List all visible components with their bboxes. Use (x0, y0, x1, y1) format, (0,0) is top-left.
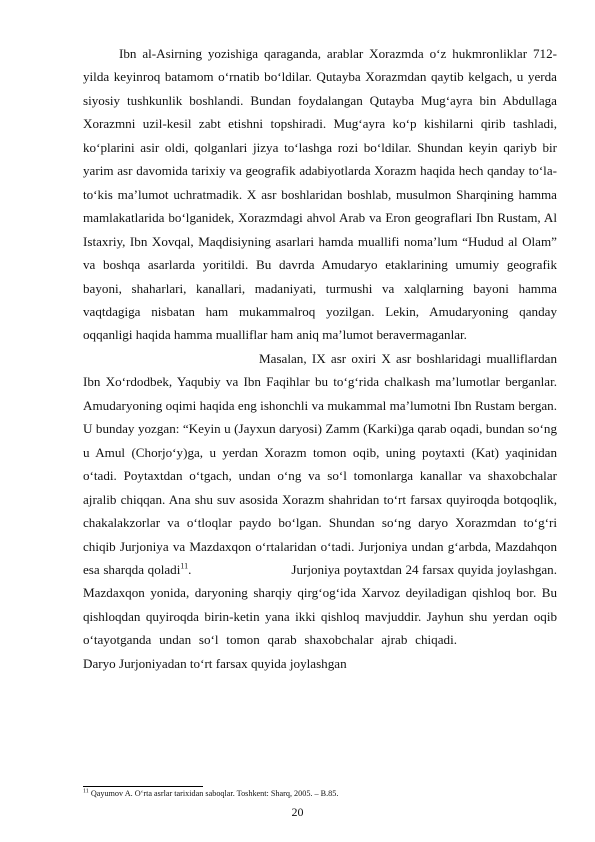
footnote (83, 789, 557, 799)
paragraph-2-last-line: Daryo Jurjoniyadan to‘rt farsax quyida joylashgan (83, 655, 347, 671)
page-number: 20 (291, 805, 304, 819)
paragraph-2-text: Masalan, IX asr oxiri X asr boshlaridagi mualliflardan Ibn Xo‘rdodbek, Yaqubiy va Ibn Faqihlar bu to‘g‘rida chalkash ma’lumotlar berganlar. Amudaryoning oqimi haqida eng ishonchli va mukammal ma’lumotni Ibn Rustam bergan. U bunday yozgan: “Keyin u (Jayxun daryosi) Zamm (Karki)ga qarab oqadi, bundan so‘ng u Amul (Chorjo‘y)ga, u yerdan Xorazm tomon oqib, uning poytaxti (Kat) yaqinidan o‘tadi. Poytaxtdan o‘tgach, undan o‘ng va so‘l tomonlarga kanallar va shaxobchalar ajralib chiqqan. Ana shu suv asosida Xorazm shahridan to‘rt farsax quyiroqda botqoqlik, chakalakzorlar va o‘tloqlar paydo bo‘lgan. Shundan so‘ng daryo Xorazmdan to‘g‘ri chiqib Jurjoniya va Mazdaxqon o‘rtalaridan o‘tadi. Jurjoniya undan g‘arbda, Mazdahqon esa sharqda qoladi (83, 350, 557, 577)
body-text (83, 42, 557, 675)
footnote-reference[interactable]: 11 (180, 561, 189, 571)
footnote-number: 11 (83, 788, 89, 795)
paragraph-1: Ibn al-Asirning yozishiga qaraganda, arablar Xorazmda o‘z hukmronliklar 712-yilda keyinroq batamom o‘rnatib bo‘ldilar. Qutayba Xorazmdan qaytib kelgach, u yerda siyosiy tushkunlik boshlandi. Bundan foydalangan Qutayba Mug‘ayra bin Abdullaga Xorazmni uzil-kesil zabt etishni topshiradi. Mug‘ayra ko‘p kishilarni qirib tashladi, ko‘plarini asir oldi, qolganlari jizya to‘lashga rozi bo‘ldilar. Shundan keyin qariyb bir yarim asr davomida tarixiy va geografik adabiyotlarda Xorazm haqida hech qanday to‘la-to‘kis ma’lumot uchratmadik. X asr boshlaridan boshlab, musulmon Sharqining hamma mamlakatlarida bo‘lganidek, Xorazmdagi ahvol Arab va Eron geograflari Ibn Rustam, Al Istaxriy, Ibn Xovqal, Maqdisiyning asarlari hamda muallifi noma’lum “Hudud al Olam” va boshqa asarlarda yoritildi. Bu davrda Amudaryo etaklarining umumiy geografik bayoni, shaharlari, kanallari, madaniyati, turmushi va xalqlarning bayoni hamma vaqtdagiga nisbatan ham mukammalroq yozilgan. Lekin, Amudaryoning qanday oqqanligi haqida hamma mualliflar ham aniq ma’lumot beravermaganlar. (83, 46, 557, 343)
footnote-divider (83, 786, 203, 787)
footnote-text: Qayumov A. O‘rta asrlar tarixidan saboqlar. Toshkent: Sharq, 2005. – B.85. (90, 789, 339, 798)
paragraph-2-continuation: Jurjoniya poytaxtdan 24 farsax quyida joylashgan. Mazdaxqon yonida, daryoning sharqiy qirg‘og‘ida Xarvoz deyiladigan qishloq bor. Bu qishloqdan quyiroqda birin-ketin yana ikki qishloq mavjuddir. Jayhun shu yerdan oqib o‘tayotganda undan so‘l tomon qarab shaxobchalar ajrab chiqadi. (83, 561, 557, 648)
paragraph-2: Masalan, IX asr oxiri X asr boshlaridagi mualliflardan Ibn Xo‘rdodbek, Yaqubiy va Ibn Faqihlar bu to‘g‘rida chalkash ma’lumotlar berganlar. Amudaryoning oqimi haqida eng ishonchli va mukammal ma’lumotni Ibn Rustam bergan. U bunday yozgan: “Keyin u (Jayxun daryosi) Zamm (Karki)ga qarab oqadi, bundan so‘ng u Amul (Chorjo‘y)ga, u yerdan Xorazm tomon oqib, uning poytaxti (Kat) yaqinidan o‘tadi. Poytaxtdan o‘tgach, undan o‘ng va so‘l tomonlarga kanallar va shaxobchalar ajralib chiqqan. Ana shu suv asosida Xorazm shahridan to‘rt farsax quyiroqda botqoqlik, chakalakzorlar va o‘tloqlar paydo bo‘lgan. Shundan so‘ng daryo Xorazmdan to‘g‘ri chiqib Jurjoniya va Mazdaxqon o‘rtalaridan o‘tadi. Jurjoniya undan g‘arbda, Mazdahqon esa sharqda qoladi$^{11}$. Jurjoniya poytaxtdan 24 farsax quyida joylashgan. Mazdaxqon yonida, daryoning sharqiy qirg‘og‘ida Xarvoz deyiladigan qishloq bor. Bu qishloqdan quyiroqda birin-ketin yana ikki qishloq mavjuddir. Jayhun shu yerdan oqib o‘tayotganda undan so‘l tomon qarab shaxobchalar ajrab chiqadi.Daryo Jurjoniyadan to‘rt farsax quyida joylashgan (83, 350, 557, 671)
